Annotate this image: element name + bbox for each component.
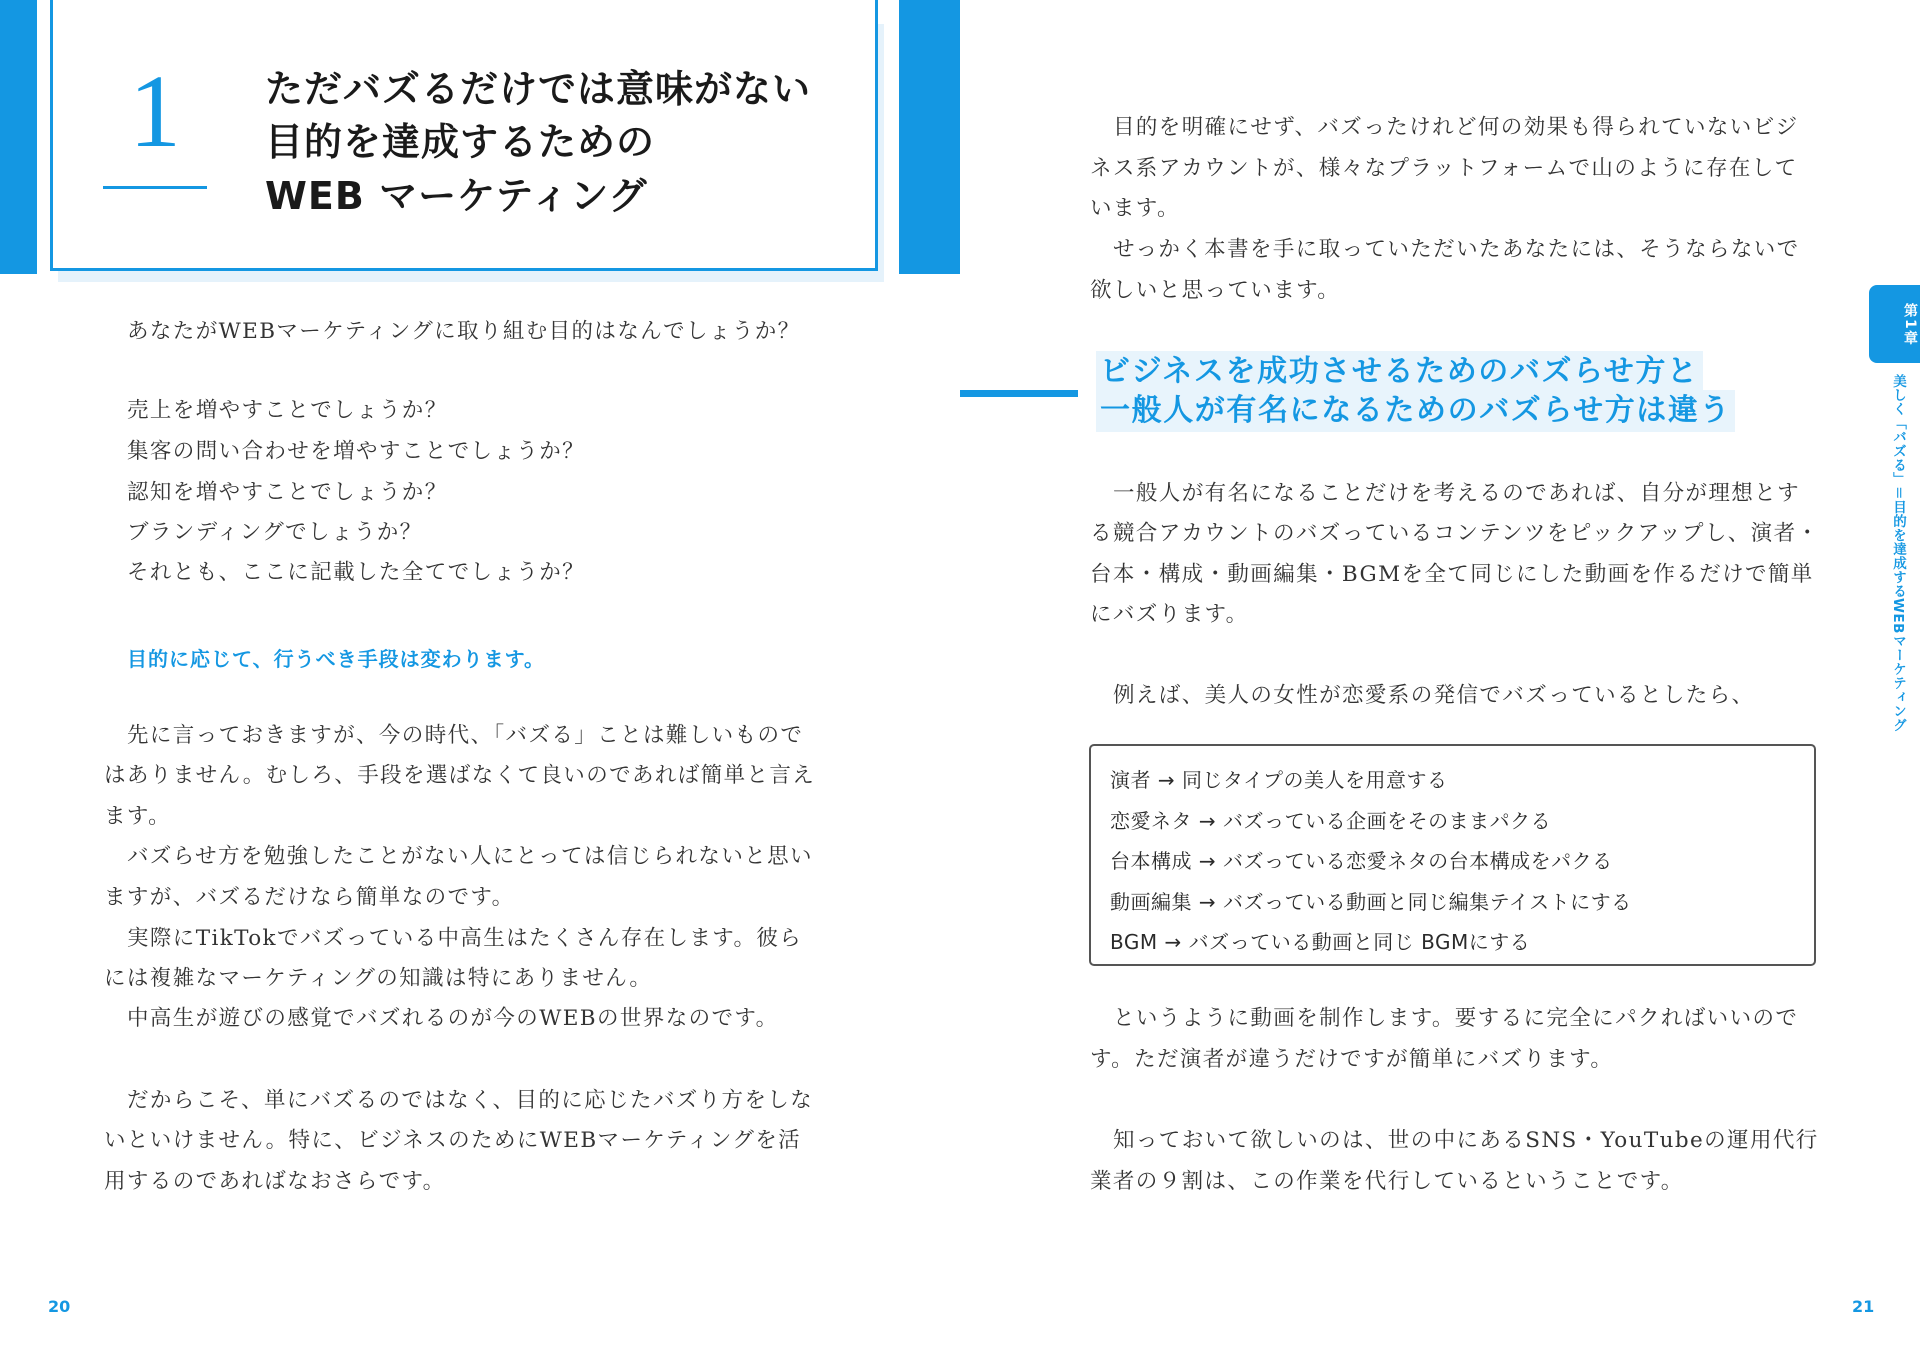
body-text-line: には複雑なマーケティングの知識は特にありません。 [104, 966, 653, 991]
body-text-line: 欲しいと思っています。 [1090, 278, 1341, 303]
example-box-item: 演者 → 同じタイプの美人を用意する [1110, 768, 1448, 792]
body-text-line: ますが、バズるだけなら簡単なのです。 [104, 885, 515, 910]
body-text-line: せっかく本書を手に取っていただいたあなたには、そうならないで [1113, 237, 1800, 262]
example-box-item: BGM → バズっている動画と同じ BGMにする [1110, 930, 1531, 954]
gutter-bar [899, 0, 960, 274]
body-text-line: 台本・構成・動画編集・BGMを全て同じにした動画を作るだけで簡単 [1090, 562, 1814, 587]
body-text-line: 目的を明確にせず、バズったけれど何の効果も得られていないビジ [1113, 115, 1799, 140]
left-edge-bar [0, 0, 37, 274]
chapter-title-line-1: ただバズるだけでは意味がない [265, 67, 812, 111]
body-text-line: 実際にTikTokでバズっている中高生はたくさん存在します。彼ら [127, 926, 803, 951]
section-heading-line-1: ビジネスを成功させるためのバズらせ方と [1096, 351, 1703, 393]
body-text-line: ネス系アカウントが、様々なプラットフォームで山のように存在して [1090, 156, 1798, 181]
body-text-line: 認知を増やすことでしょうか？ [127, 480, 448, 505]
example-box-item: 台本構成 → バズっている恋愛ネタの台本構成をパクる [1110, 849, 1613, 873]
section-heading-line-2: 一般人が有名になるためのバズらせ方は違う [1096, 390, 1735, 432]
body-text-line: 知っておいて欲しいのは、世の中にあるSNS・YouTubeの運用代行 [1113, 1128, 1819, 1153]
example-box-item: 動画編集 → バズっている動画と同じ編集テイストにする [1110, 890, 1632, 914]
chapter-title-line-2: 目的を達成するための [265, 120, 656, 164]
body-text-line: それとも、ここに記載した全てでしょうか？ [127, 560, 586, 585]
body-text-line: いといけません。特に、ビジネスのためにWEBマーケティングを活 [104, 1128, 802, 1153]
body-text-line: あなたがWEBマーケティングに取り組む目的はなんでしょうか？ [127, 319, 801, 344]
body-text-line: はありません。むしろ、手段を選ばなくて良いのであれば簡単と言え [104, 763, 816, 788]
accent-text: 目的に応じて、行うべき手段は変わります。 [127, 647, 545, 671]
body-text-line: 集客の問い合わせを増やすことでしょうか？ [127, 439, 586, 464]
body-text-line: 業者の９割は、この作業を代行しているということです。 [1090, 1169, 1684, 1194]
body-text-line: す。ただ演者が違うだけですが簡単にバズります。 [1090, 1047, 1614, 1072]
chapter-number: 1 [129, 54, 181, 169]
body-text-line: バズらせ方を勉強したことがない人にとっては信じられないと思い [127, 844, 813, 869]
body-text-line: ます。 [104, 804, 171, 829]
running-head: 美しく「バズる」＝目的を達成するWEBマーケティング [1890, 374, 1906, 732]
example-box-item: 恋愛ネタ → バズっている企画をそのままパクる [1110, 809, 1552, 833]
body-text-line: 用するのであればなおさらです。 [104, 1169, 446, 1194]
body-text-line: ブランディングでしょうか？ [127, 520, 423, 545]
body-text-line: にバズります。 [1090, 602, 1249, 627]
body-text-line: 売上を増やすことでしょうか？ [127, 398, 448, 423]
body-text-line: 例えば、美人の女性が恋愛系の発信でバズっているとしたら、 [1113, 683, 1755, 708]
body-text-line: 先に言っておきますが、今の時代、「バズる」ことは難しいもので [127, 723, 804, 748]
body-text-line: います。 [1090, 196, 1180, 221]
chapter-title-line-3: WEB マーケティング [265, 174, 648, 218]
body-text-line: というように動画を制作します。要するに完全にパクればいいので [1113, 1006, 1799, 1031]
chapter-side-tab-label: 第1章 [1902, 303, 1918, 347]
body-text-line: 一般人が有名になることだけを考えるのであれば、自分が理想とす [1113, 481, 1801, 506]
body-text-line: 中高生が遊びの感覚でバズれるのが今のWEBの世界なのです。 [127, 1006, 779, 1031]
page-number-right: 21 [1852, 1297, 1875, 1316]
body-text-line: る競合アカウントのバズっているコンテンツをピックアップし、演者・ [1090, 521, 1820, 546]
page-number-left: 20 [48, 1297, 71, 1316]
body-text-line: だからこそ、単にバズるのではなく、目的に応じたバズり方をしな [127, 1088, 814, 1113]
chapter-number-underline [103, 186, 207, 189]
section-heading-rule [960, 390, 1078, 397]
